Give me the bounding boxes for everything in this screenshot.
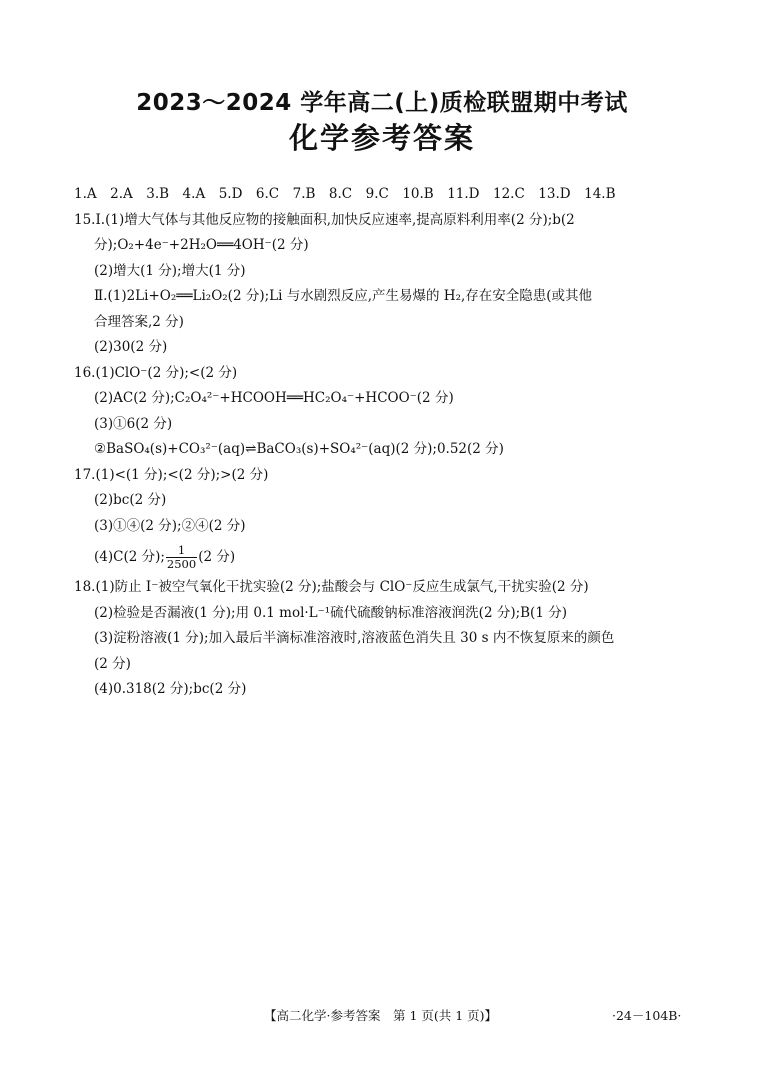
q18-line-2: (2)检验是否漏液(1 分);用 0.1 mol·L⁻¹硫代硫酸钠标准溶液润洗(2 分);B(1 分) [94,604,567,621]
q16-line-3: (3)①6(2 分) [94,415,173,432]
q18-line-5: (4)0.318(2 分);bc(2 分) [94,681,247,697]
q16-line-4: ②BaSO₄(s)+CO₃²⁻(aq)⇌BaCO₃(s)+SO₄²⁻(aq)(2 分);0.52(2 分) [94,441,504,457]
q17-line-1: 17.(1)<(1 分);<(2 分);>(2 分) [74,466,269,483]
exam-title: 2023～2024 学年高二(上)质检联盟期中考试 [136,90,628,116]
q17-line-4 [74,539,704,575]
q15-line-6: (2)30(2 分) [94,339,168,355]
fraction-denominator: 2500 [166,557,197,571]
q15-line-3: (2)增大(1 分);增大(1 分) [94,262,246,279]
q17-line-3: (3)①④(2 分);②④(2 分) [94,517,246,534]
answer-content [74,182,704,703]
fraction [166,544,197,571]
q15-line-2: 分);O₂+4e⁻+2H₂O══4OH⁻(2 分) [94,237,309,253]
q15-line-1: 15.Ⅰ.(1)增大气体与其他反应物的接触面积,加快反应速率,提高原料利用率(2 分);b(2 [74,211,575,228]
page-footer: 【高二化学·参考答案 第 1 页(共 1 页)】 [264,1008,498,1023]
q18-line-4: (2 分) [94,655,131,672]
q16-line-1: 16.(1)ClO⁻(2 分);<(2 分) [74,364,238,381]
q15-line-4: Ⅱ.(1)2Li+O₂══Li₂O₂(2 分);Li 与水剧烈反应,产生易爆的 H₂,存在安全隐患(或其他 [94,288,593,304]
q18-line-1: 18.(1)防止 I⁻被空气氧化干扰实验(2 分);盐酸会与 ClO⁻反应生成氯气,干扰实验(2 分) [74,579,589,595]
fraction-numerator: 1 [166,544,197,558]
q17-line-4-prefix: (4)C(2 分); [94,549,165,565]
q16-line-2: (2)AC(2 分);C₂O₄²⁻+HCOOH══HC₂O₄⁻+HCOO⁻(2 分) [94,390,454,406]
q17-line-2: (2)bc(2 分) [94,492,167,508]
q18-line-3: (3)淀粉溶液(1 分);加入最后半滴标准溶液时,溶液蓝色消失且 30 s 内不恢复原来的颜色 [94,630,615,646]
choice-answers: 1.A 2.A 3.B 4.A 5.D 6.C 7.B 8.C 9.C 10.B 11.D 12.C 13.D 14.B [74,186,616,202]
q17-line-4-suffix: (2 分) [198,549,236,565]
q15-line-5: 合理答案,2 分) [94,313,184,330]
document-code: ·24－104B· [612,1008,682,1023]
document-title: 化学参考答案 [288,121,475,155]
